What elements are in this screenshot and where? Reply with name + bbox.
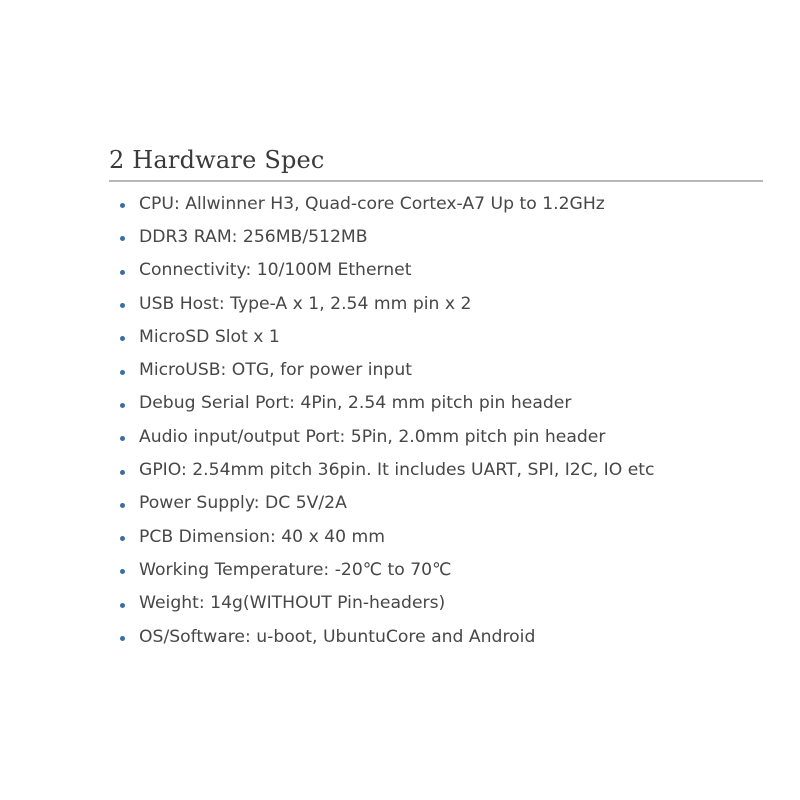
spec-item — [120, 453, 760, 486]
spec-item — [120, 254, 760, 287]
spec-list — [120, 187, 760, 653]
spec-item — [120, 553, 760, 586]
bullet-icon — [120, 270, 125, 275]
bullet-icon — [120, 569, 125, 574]
spec-item — [120, 220, 760, 253]
spec-item-text: Weight: 14g(WITHOUT Pin-headers) — [139, 593, 446, 614]
spec-item-text: GPIO: 2.54mm pitch 36pin. It includes UART, SPI, I2C, IO etc — [139, 460, 655, 481]
bullet-icon — [120, 303, 125, 308]
spec-item-text: Debug Serial Port: 4Pin, 2.54 mm pitch pin header — [139, 393, 572, 414]
bullet-icon — [120, 536, 125, 541]
spec-item — [120, 320, 760, 353]
spec-item-text: PCB Dimension: 40 x 40 mm — [139, 526, 386, 547]
section-heading: 2 Hardware Spec — [109, 146, 325, 174]
spec-item-text: Power Supply: DC 5V/2A — [139, 493, 347, 514]
spec-item — [120, 420, 760, 453]
spec-item-text: MicroSD Slot x 1 — [139, 326, 280, 347]
spec-item — [120, 387, 760, 420]
spec-item-text: OS/Software: u-boot, UbuntuCore and Android — [139, 626, 536, 647]
spec-item — [120, 353, 760, 386]
spec-item-text: DDR3 RAM: 256MB/512MB — [139, 226, 368, 247]
spec-item — [120, 487, 760, 520]
bullet-icon — [120, 503, 125, 508]
bullet-icon — [120, 336, 125, 341]
bullet-icon — [120, 203, 125, 208]
bullet-icon — [120, 603, 125, 608]
spec-item — [120, 287, 760, 320]
spec-item — [120, 187, 760, 220]
bullet-icon — [120, 370, 125, 375]
bullet-icon — [120, 470, 125, 475]
bullet-icon — [120, 236, 125, 241]
spec-item — [120, 587, 760, 620]
spec-item-text: USB Host: Type-A x 1, 2.54 mm pin x 2 — [139, 293, 472, 314]
spec-item — [120, 620, 760, 653]
spec-item-text: CPU: Allwinner H3, Quad-core Cortex-A7 Up to 1.2GHz — [139, 193, 605, 214]
bullet-icon — [120, 403, 125, 408]
spec-item-text: Connectivity: 10/100M Ethernet — [139, 260, 412, 281]
bullet-icon — [120, 636, 125, 641]
spec-item-text: MicroUSB: OTG, for power input — [139, 360, 412, 381]
spec-item-text: Audio input/output Port: 5Pin, 2.0mm pitch pin header — [139, 426, 606, 447]
heading-divider — [109, 180, 763, 182]
spec-item — [120, 520, 760, 553]
spec-item-text: Working Temperature: -20℃ to 70℃ — [139, 559, 452, 580]
bullet-icon — [120, 436, 125, 441]
